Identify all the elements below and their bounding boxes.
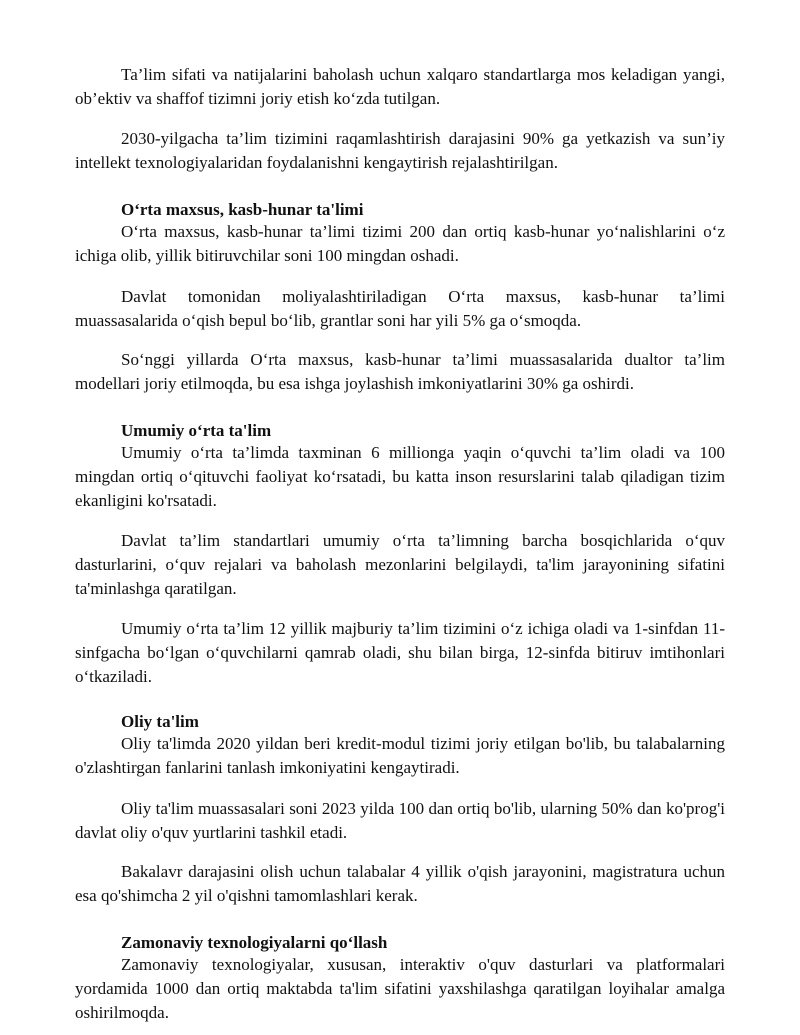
section-1-paragraph-1: O‘rta maxsus, kasb-hunar ta’limi tizimi 200 dan ortiq kasb-hunar yo‘nalishlarini o‘z ichiga olib, yillik bitiruvchilar soni 100 mingdan oshadi. <box>75 222 725 265</box>
section-heading-general-secondary: Umumiy o‘rta ta'lim <box>121 421 272 440</box>
section-2-paragraph-1: Umumiy o‘rta ta’limda taxminan 6 millionga yaqin o‘quvchi ta’lim oladi va 100 mingdan ortiq o‘qituvchi faoliyat ko‘rsatadi, bu katta inson resurslarini talab qiladigan tizim ekanligini ko'rsatadi. <box>75 443 725 510</box>
intro-paragraph-2: 2030-yilgacha ta’lim tizimini raqamlashtirish darajasini 90% ga yetkazish va sun’iy intellekt texnologiyalaridan foydalanishni kengaytirish rejalashtirilgan. <box>75 129 725 172</box>
section-3-paragraph-3: Bakalavr darajasini olish uchun talabalar 4 yillik o'qish jarayonini, magistratura uchun esa qo'shimcha 2 yil o'qishni tamomlashlari kerak. <box>75 862 725 905</box>
section-heading-secondary-vocational: O‘rta maxsus, kasb-hunar ta'limi <box>121 200 364 219</box>
section-3-paragraph-2: Oliy ta'lim muassasalari soni 2023 yilda 100 dan ortiq bo'lib, ularning 50% dan ko'prog'i davlat oliy o'quv yurtlarini tashkil etadi. <box>75 799 725 842</box>
section-heading-modern-technologies: Zamonaviy texnologiyalarni qo‘llash <box>121 933 388 952</box>
section-4-paragraph-1: Zamonaviy texnologiyalar, xususan, interaktiv o'quv dasturlari va platformalari yordamida 1000 dan ortiq maktabda ta'lim sifatini yaxshilashga qaratilgan loyihalar amalga oshirilmoqda. <box>75 955 725 1022</box>
section-2-paragraph-3: Umumiy o‘rta ta’lim 12 yillik majburiy ta’lim tizimini o‘z ichiga oladi va 1-sinfdan 11-sinfgacha bo‘lgan o‘quvchilarni qamrab oladi, shu bilan birga, 12-sinfda bitiruv imtihonlari o‘tkaziladi. <box>75 619 725 686</box>
section-2-paragraph-2: Davlat ta’lim standartlari umumiy o‘rta ta’limning barcha bosqichlarida o‘quv dasturlarini, o‘quv rejalari va baholash mezonlarini belgilaydi, ta'lim jarayonining sifatini ta'minlashga qaratilgan. <box>75 531 725 598</box>
section-1-paragraph-2: Davlat tomonidan moliyalashtiriladigan O‘rta maxsus, kasb-hunar ta’limi muassasalarida o‘qish bepul bo‘lib, grantlar soni har yili 5% ga o‘smoqda. <box>75 287 725 330</box>
section-1-paragraph-3: So‘nggi yillarda O‘rta maxsus, kasb-hunar ta’limi muassasalarida dualtor ta’lim modellari joriy etilmoqda, bu esa ishga joylashish imkoniyatlarini 30% ga oshirdi. <box>75 350 725 393</box>
section-heading-higher-education: Oliy ta'lim <box>121 712 199 731</box>
intro-paragraph-1: Ta’lim sifati va natijalarini baholash uchun xalqaro standartlarga mos keladigan yangi, ob’ektiv va shaffof tizimni joriy etish ko‘zda tutilgan. <box>75 65 725 108</box>
section-3-paragraph-1: Oliy ta'limda 2020 yildan beri kredit-modul tizimi joriy etilgan bo'lib, bu talabalarning o'zlashtirgan fanlarini tanlash imkoniyatini kengaytiradi. <box>75 734 725 777</box>
